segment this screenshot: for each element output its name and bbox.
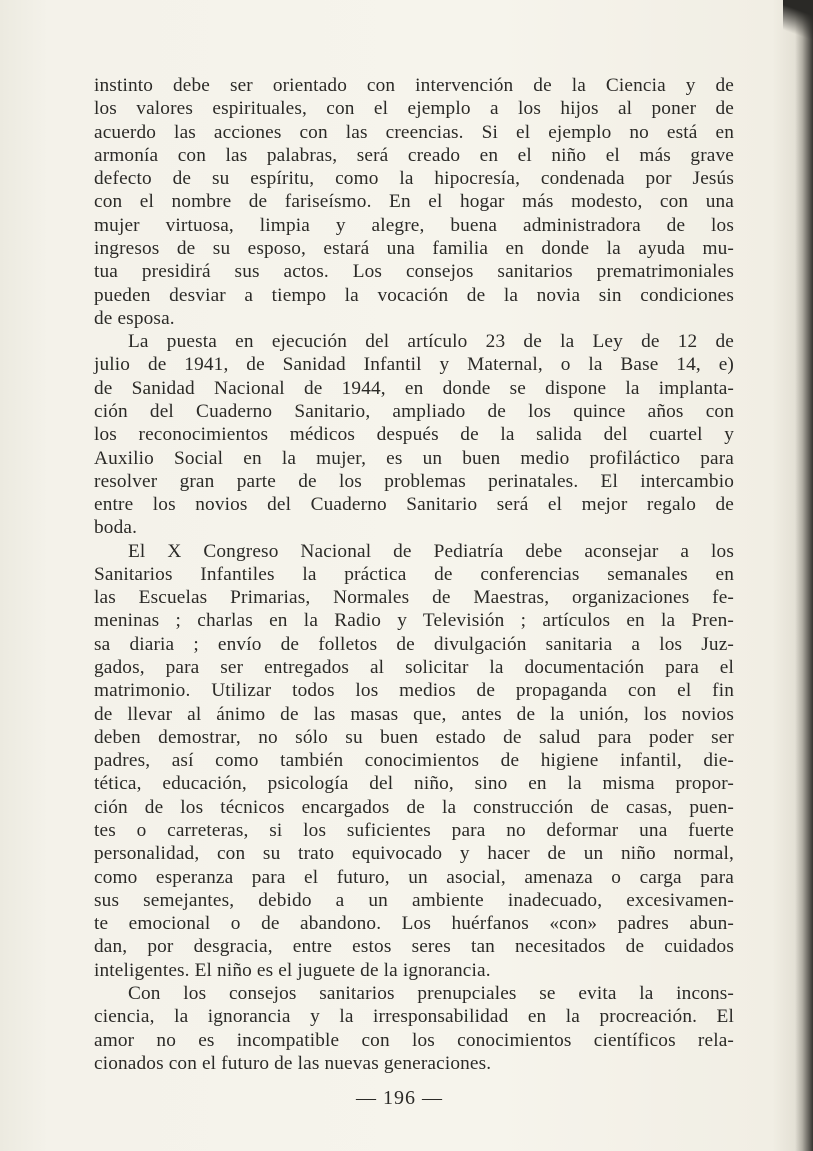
text-line: matrimonio. Utilizar todos los medios de propaganda con el fin (94, 680, 734, 702)
text-line: tes o carreteras, si los suficientes para no deformar una fuerte (94, 820, 734, 841)
text-line: ción del Cuaderno Sanitario, ampliado de los quince años con (94, 400, 734, 422)
text-line: defecto de su espíritu, como la hipocresía, condenada por Jesús (94, 168, 734, 190)
text-line: los valores espirituales, con el ejemplo a los hijos al poner de (94, 98, 734, 120)
text-line: cionados con el futuro de las nuevas generaciones. (94, 1052, 492, 1074)
text-line: entre los novios del Cuaderno Sanitario será el mejor regalo de (94, 494, 734, 516)
text-line: acuerdo las acciones con las creencias. Si el ejemplo no está en (94, 121, 734, 143)
text-line: Sanitarios Infantiles la práctica de conferencias semanales en (94, 563, 734, 585)
text-line: dan, por desgracia, entre estos seres tan necesitados de cuidados (94, 936, 734, 958)
text-line: instinto debe ser orientado con intervención de la Ciencia y de (94, 75, 734, 96)
text-line: ciencia, la ignorancia y la irresponsabilidad en la procreación. El (94, 1006, 734, 1028)
text-line: Con los consejos sanitarios prenupciales se evita la incons- (128, 982, 734, 1004)
text-line: los reconocimientos médicos después de la salida del cuartel y (94, 424, 734, 446)
page-corner-shadow (783, 0, 813, 40)
text-line: las Escuelas Primarias, Normales de Maestras, organizaciones fe- (94, 587, 734, 609)
paragraph (94, 982, 734, 1075)
text-line: personalidad, con su trato equivocado y hacer de un niño normal, (94, 843, 734, 865)
text-line: Auxilio Social en la mujer, es un buen medio profiláctico para (94, 447, 734, 469)
text-line: deben demostrar, no sólo su buen estado de salud para poder ser (94, 726, 734, 748)
text-line: de llevar al ánimo de las masas que, antes de la unión, los novios (94, 703, 734, 725)
text-line: te emocional o de abandono. Los huérfanos «con» padres abun- (94, 913, 734, 935)
text-line: julio de 1941, de Sanidad Infantil y Maternal, o la Base 14, e) (94, 354, 734, 376)
text-line: de esposa. (94, 307, 175, 329)
text-line: tética, educación, psicología del niño, sino en la misma propor- (94, 773, 734, 795)
text-line: como esperanza para el futuro, un asocial, amenaza o carga para (94, 866, 734, 888)
text-line: inteligentes. El niño es el juguete de la ignorancia. (94, 959, 491, 981)
text-line: armonía con las palabras, será creado en el niño el más grave (94, 144, 734, 166)
text-line: con el nombre de fariseísmo. En el hogar más modesto, con una (94, 191, 734, 213)
text-line: sus semejantes, debido a un ambiente inadecuado, excesivamen- (94, 889, 734, 911)
text-line: amor no es incompatible con los conocimientos científicos rela- (94, 1029, 734, 1051)
text-line: padres, así como también conocimientos de higiene infantil, die- (94, 750, 734, 772)
text-line: ción de los técnicos encargados de la construcción de casas, puen- (94, 796, 734, 818)
page-number: — 196 — (356, 1087, 443, 1109)
text-line: de Sanidad Nacional de 1944, en donde se dispone la implanta- (94, 377, 734, 399)
page-binding-shadow (795, 0, 813, 1151)
paragraph (94, 74, 734, 330)
text-line: resolver gran parte de los problemas perinatales. El intercambio (94, 470, 734, 492)
text-line: sa diaria ; envío de folletos de divulgación sanitaria a los Juz- (94, 633, 734, 655)
text-line: boda. (94, 517, 138, 539)
body-text (94, 74, 734, 1075)
text-line: El X Congreso Nacional de Pediatría debe aconsejar a los (128, 540, 734, 562)
text-line: tua presidirá sus actos. Los consejos sanitarios prematrimoniales (94, 261, 734, 283)
text-line: mujer virtuosa, limpia y alegre, buena administradora de los (94, 214, 734, 236)
text-line: pueden desviar a tiempo la vocación de la novia sin condiciones (94, 284, 734, 306)
text-line: La puesta en ejecución del artículo 23 de la Ley de 12 de (128, 331, 734, 353)
paragraph (94, 330, 734, 540)
text-line: gados, para ser entregados al solicitar la documentación para el (94, 657, 734, 679)
text-line: ingresos de su esposo, estará una familia en donde la ayuda mu- (94, 237, 734, 259)
paragraph (94, 540, 734, 982)
text-line: meninas ; charlas en la Radio y Televisión ; artículos en la Pren- (94, 610, 734, 632)
page-footer (0, 1087, 813, 1110)
